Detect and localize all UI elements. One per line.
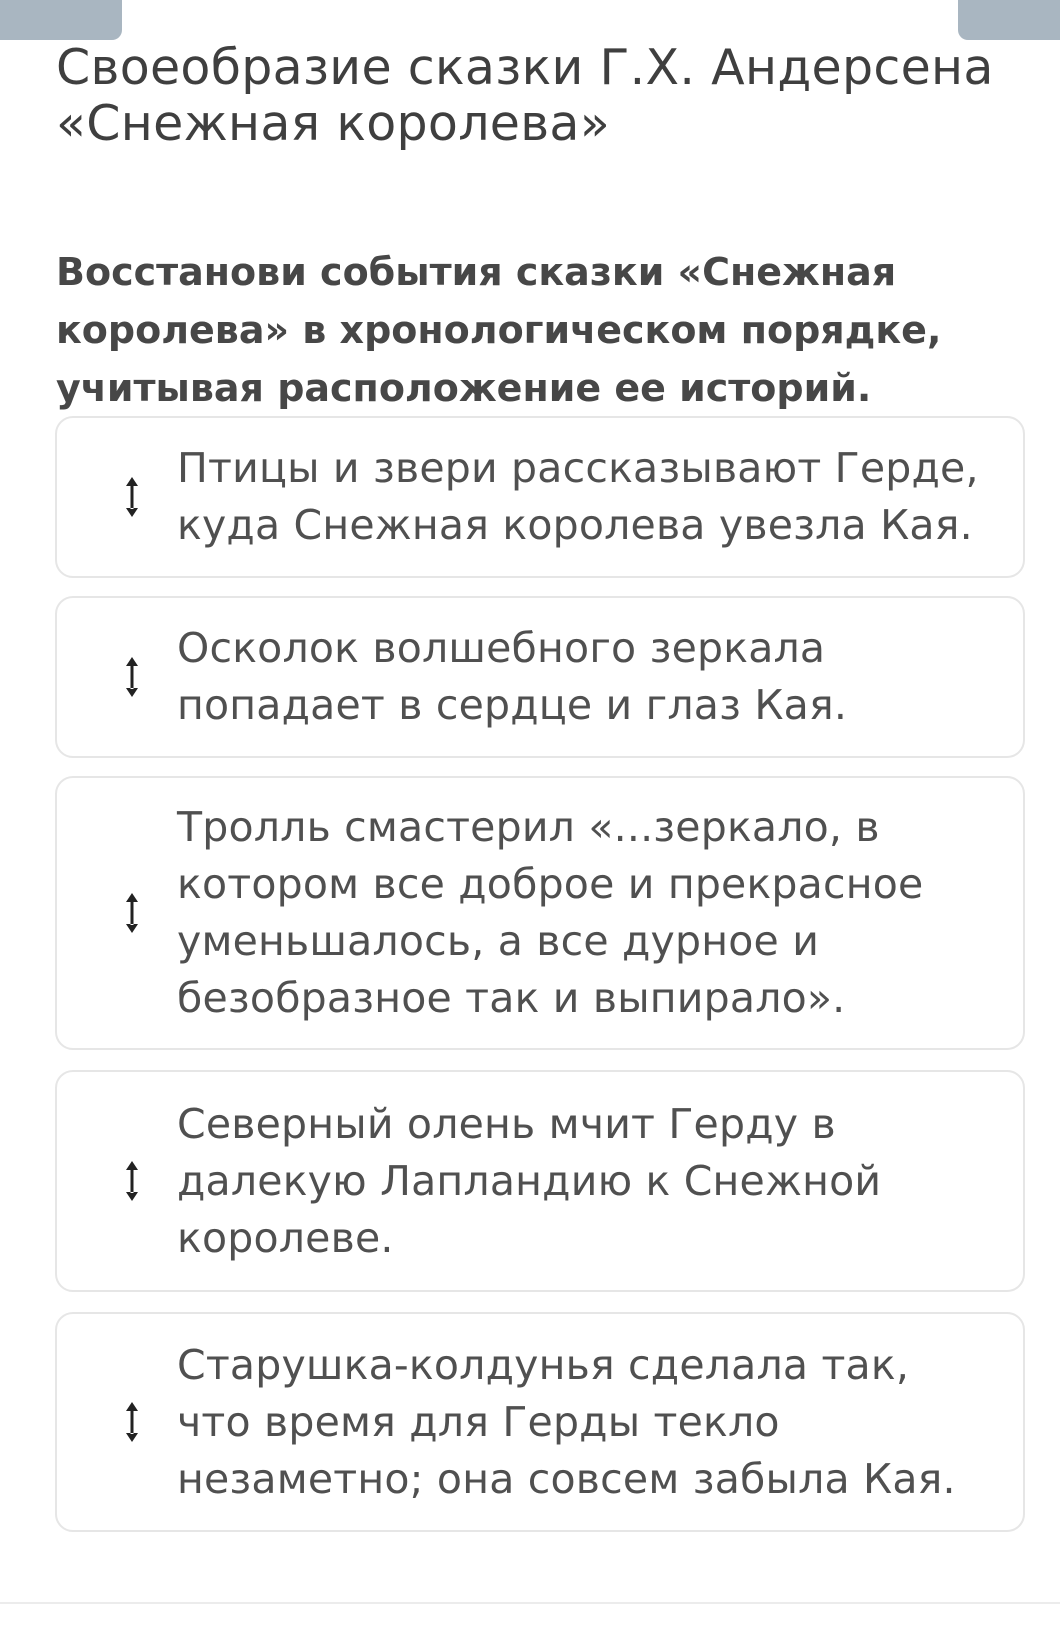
sortable-item-text: Тролль смастерил «...зеркало, в котором все доброе и прекрасное уменьшалось, а все дурное и безобразное так и выпирало».: [177, 803, 924, 1022]
drag-handle-icon[interactable]: [119, 475, 145, 519]
sortable-item[interactable]: [55, 1070, 1025, 1292]
sortable-item[interactable]: [55, 776, 1025, 1050]
sortable-item[interactable]: [55, 416, 1025, 578]
top-right-tab[interactable]: [958, 0, 1060, 40]
drag-handle-icon[interactable]: [119, 655, 145, 699]
sortable-item[interactable]: [55, 596, 1025, 758]
sortable-item-text: Северный олень мчит Герду в далекую Лапландию к Снежной королеве.: [177, 1099, 882, 1262]
sortable-item[interactable]: [55, 1312, 1025, 1532]
task-instruction: Восстанови события сказки «Снежная королева» в хронологическом порядке, учитывая расположение ее историй.: [56, 250, 942, 410]
sortable-list: [55, 416, 1025, 1550]
sortable-item-text: Птицы и звери рассказывают Герде, куда Снежная королева увезла Кая.: [177, 444, 979, 549]
drag-handle-icon[interactable]: [119, 891, 145, 935]
page-title: Своеобразие сказки Г.Х. Андерсена «Снежная королева»: [56, 39, 994, 152]
drag-handle-icon[interactable]: [119, 1159, 145, 1203]
sortable-item-text: Осколок волшебного зеркала попадает в сердце и глаз Кая.: [177, 624, 848, 729]
top-left-tab[interactable]: [0, 0, 122, 40]
drag-handle-icon[interactable]: [119, 1400, 145, 1444]
bottom-divider: [0, 1602, 1060, 1604]
sortable-item-text: Старушка-колдунья сделала так, что время для Герды текло незаметно; она совсем забыла Кая.: [177, 1340, 956, 1503]
